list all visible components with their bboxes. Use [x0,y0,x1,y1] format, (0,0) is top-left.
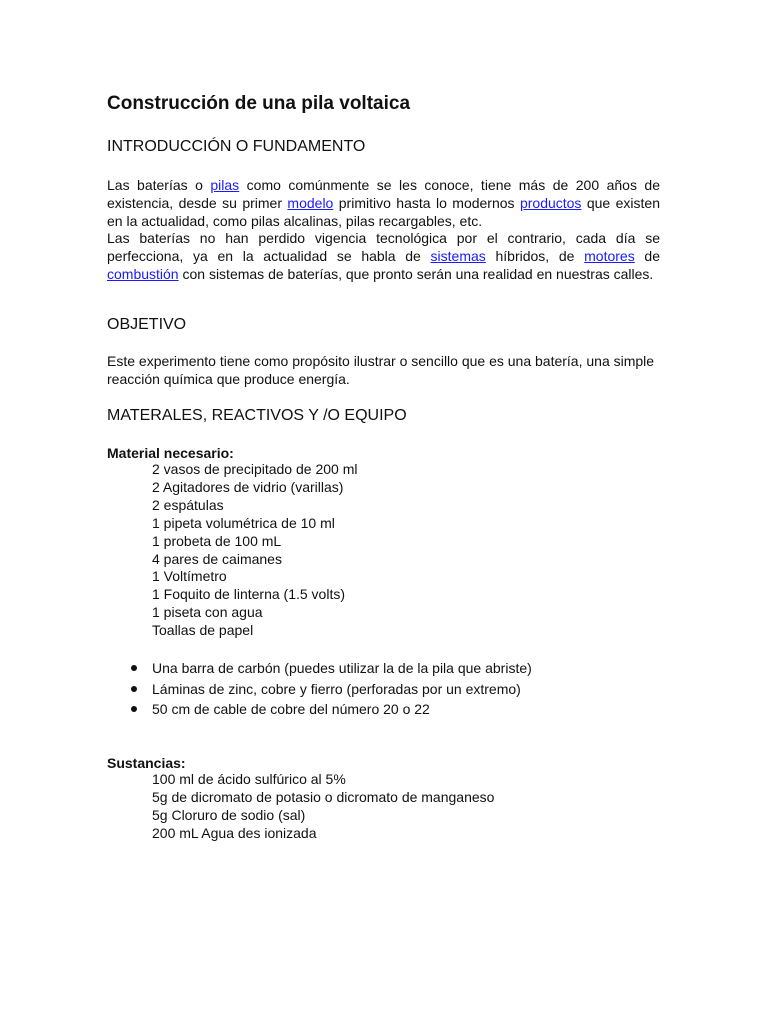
bullet-item [107,679,532,700]
intro-paragraph-2 [107,229,660,283]
intro-p2-text-4: con sistemas de baterías, que pronto serán una realidad en nuestras calles. [178,266,654,282]
material-item: Toallas de papel [152,622,254,639]
sustancia-item: 5g de dicromato de potasio o dicromato de manganeso [152,788,495,805]
intro-p1-text-4: que existen en la actualidad, como pilas alcalinas, pilas recargables, etc. [107,195,660,229]
link-sistemas[interactable]: sistemas [430,248,486,264]
objetivo-text: Este experimento tiene como propósito ilustrar o sencillo que es una batería, una simple reacción química que produce energía. [107,353,655,387]
intro-p1-text-2: como comúnmente se les conoce, tiene más de 200 años de existencia, desde su primer [107,177,660,211]
sustancias-label: Sustancias: [107,755,186,771]
document-title: Construcción de una pila voltaica [107,93,411,114]
material-item: 1 pipeta volumétrica de 10 ml [152,514,335,531]
material-item: 2 espátulas [152,496,224,513]
intro-p1-text-3: primitivo hasta lo modernos [333,195,520,211]
bullet-list [107,658,532,720]
sustancia-item: 100 ml de ácido sulfúrico al 5% [152,771,346,787]
intro-p2-text-2: híbridos, de [485,248,585,264]
link-productos[interactable]: productos [519,195,582,211]
intro-p2-text-3: de [634,248,660,264]
objetivo-heading: OBJETIVO [107,316,187,333]
bullet-item [107,699,532,720]
material-item: 1 piseta con agua [152,604,263,621]
sustancias-list [152,771,494,843]
material-item: 2 vasos de precipitado de 200 ml [152,461,358,477]
intro-paragraph-1 [107,176,660,230]
link-motores[interactable]: motores [584,248,635,264]
bullet-item [107,658,532,679]
material-item: 1 probeta de 100 mL [152,532,282,549]
link-modelo[interactable]: modelo [287,195,334,211]
material-item: 2 Agitadores de vidrio (varillas) [152,478,344,495]
intro-p1-text-1: Las baterías o [107,177,211,193]
bullet-dot-icon [131,706,137,712]
bullet-dot-icon [131,665,137,671]
material-item: 4 pares de caimanes [152,550,282,567]
material-label: Material necesario: [107,445,234,461]
material-list [152,461,357,640]
link-pilas[interactable]: pilas [210,177,240,193]
bullet-text: Láminas de zinc, cobre y fierro (perforadas por un extremo) [152,680,521,697]
intro-p2-text-1: Las baterías no han perdido vigencia tecnológica por el contrario, cada día se perfecciona, ya en la actualidad se habla de [107,230,660,264]
bullet-dot-icon [131,686,137,692]
intro-heading: INTRODUCCIÓN O FUNDAMENTO [107,138,366,155]
material-item: 1 Foquito de linterna (1.5 volts) [152,586,345,603]
bullet-text: 50 cm de cable de cobre del número 20 o 22 [152,701,430,718]
link-combustion[interactable]: combustión [107,266,179,282]
sustancia-item: 5g Cloruro de sodio (sal) [152,806,306,823]
sustancia-item: 200 mL Agua des ionizada [152,824,317,841]
materiales-heading: MATERALES, REACTIVOS Y /O EQUIPO [107,407,407,424]
material-item: 1 Voltímetro [152,568,227,585]
bullet-text: Una barra de carbón (puedes utilizar la de la pila que abriste) [152,660,532,676]
